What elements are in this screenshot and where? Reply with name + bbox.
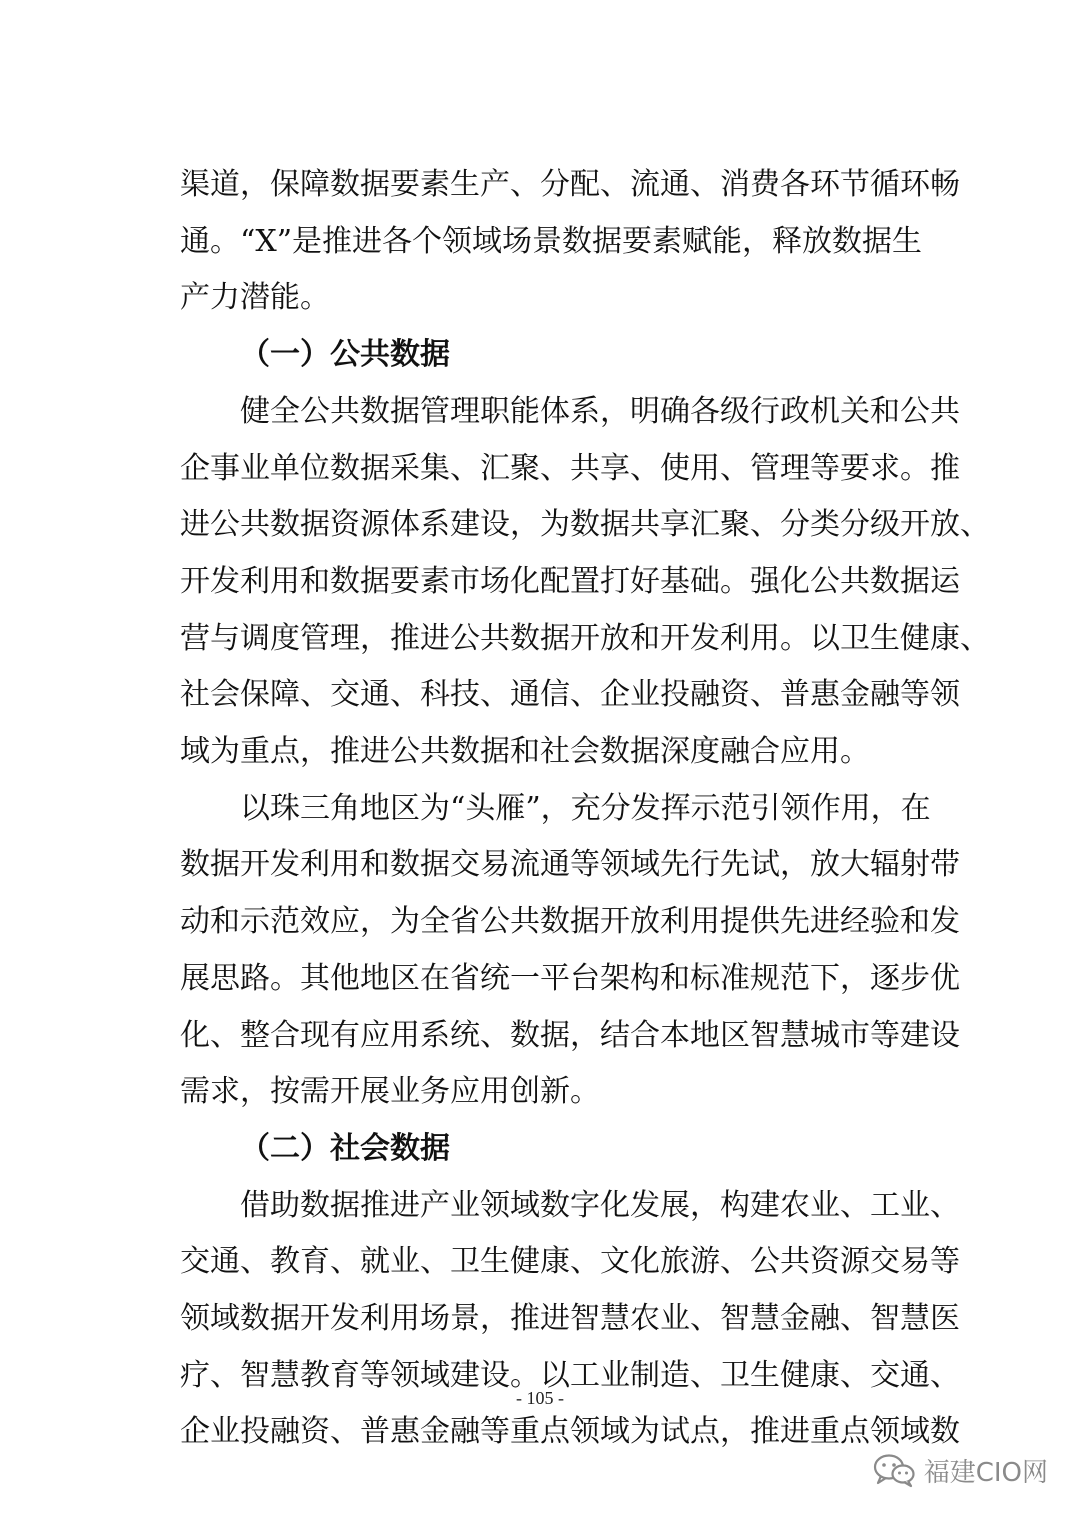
text-line: 通。“X”是推进各个领域场景数据要素赋能，释放数据生 — [180, 223, 923, 259]
text-line: 产力潜能。 — [180, 280, 330, 316]
text-line: 需求，按需开展业务应用创新。 — [180, 1074, 600, 1110]
text-line: 进公共数据资源体系建设，为数据共享汇聚、分类分级开放、 — [180, 507, 990, 543]
text-line: 开发利用和数据要素市场化配置打好基础。强化公共数据运 — [180, 563, 960, 599]
text-line: 展思路。其他地区在省统一平台架构和标准规范下，逐步优 — [180, 960, 960, 996]
wechat-icon — [872, 1452, 916, 1488]
text-line: 渠道，保障数据要素生产、分配、流通、消费各环节循环畅 — [180, 167, 960, 202]
text-line: 领域数据开发利用场景，推进智慧农业、智慧金融、智慧医 — [180, 1301, 960, 1336]
text-line: 化、整合现有应用系统、数据，结合本地区智慧城市等建设 — [180, 1017, 960, 1053]
text-line: 社会保障、交通、科技、通信、企业投融资、普惠金融等领 — [180, 677, 960, 713]
text-line: 企业投融资、普惠金融等重点领域为试点，推进重点领域数 — [180, 1414, 960, 1450]
text-line: 数据开发利用和数据交易流通等领域先行先试，放大辐射带 — [180, 847, 960, 883]
text-line: 交通、教育、就业、卫生健康、文化旅游、公共资源交易等 — [180, 1244, 960, 1280]
text-line: 以珠三角地区为“头雁”，充分发挥示范引领作用，在 — [240, 790, 931, 826]
text-line: 企事业单位数据采集、汇聚、共享、使用、管理等要求。推 — [180, 450, 960, 486]
section-heading: （一）公共数据 — [240, 337, 450, 373]
page-number: - 105 - — [516, 1388, 564, 1408]
text-line: 营与调度管理，推进公共数据开放和开发利用。以卫生健康、 — [180, 620, 990, 656]
watermark — [872, 1450, 1048, 1490]
text-line: 借助数据推进产业领域数字化发展，构建农业、工业、 — [240, 1187, 960, 1223]
text-line: 疗、智慧教育等领域建设。以工业制造、卫生健康、交通、 — [180, 1357, 960, 1393]
watermark-text: 福建CIO网 — [923, 1457, 1048, 1488]
text-line: 动和示范效应，为全省公共数据开放利用提供先进经验和发 — [180, 904, 960, 940]
text-line: 域为重点，推进公共数据和社会数据深度融合应用。 — [180, 734, 870, 769]
section-heading: （二）社会数据 — [240, 1130, 450, 1166]
text-line: 健全公共数据管理职能体系，明确各级行政机关和公共 — [240, 393, 960, 429]
